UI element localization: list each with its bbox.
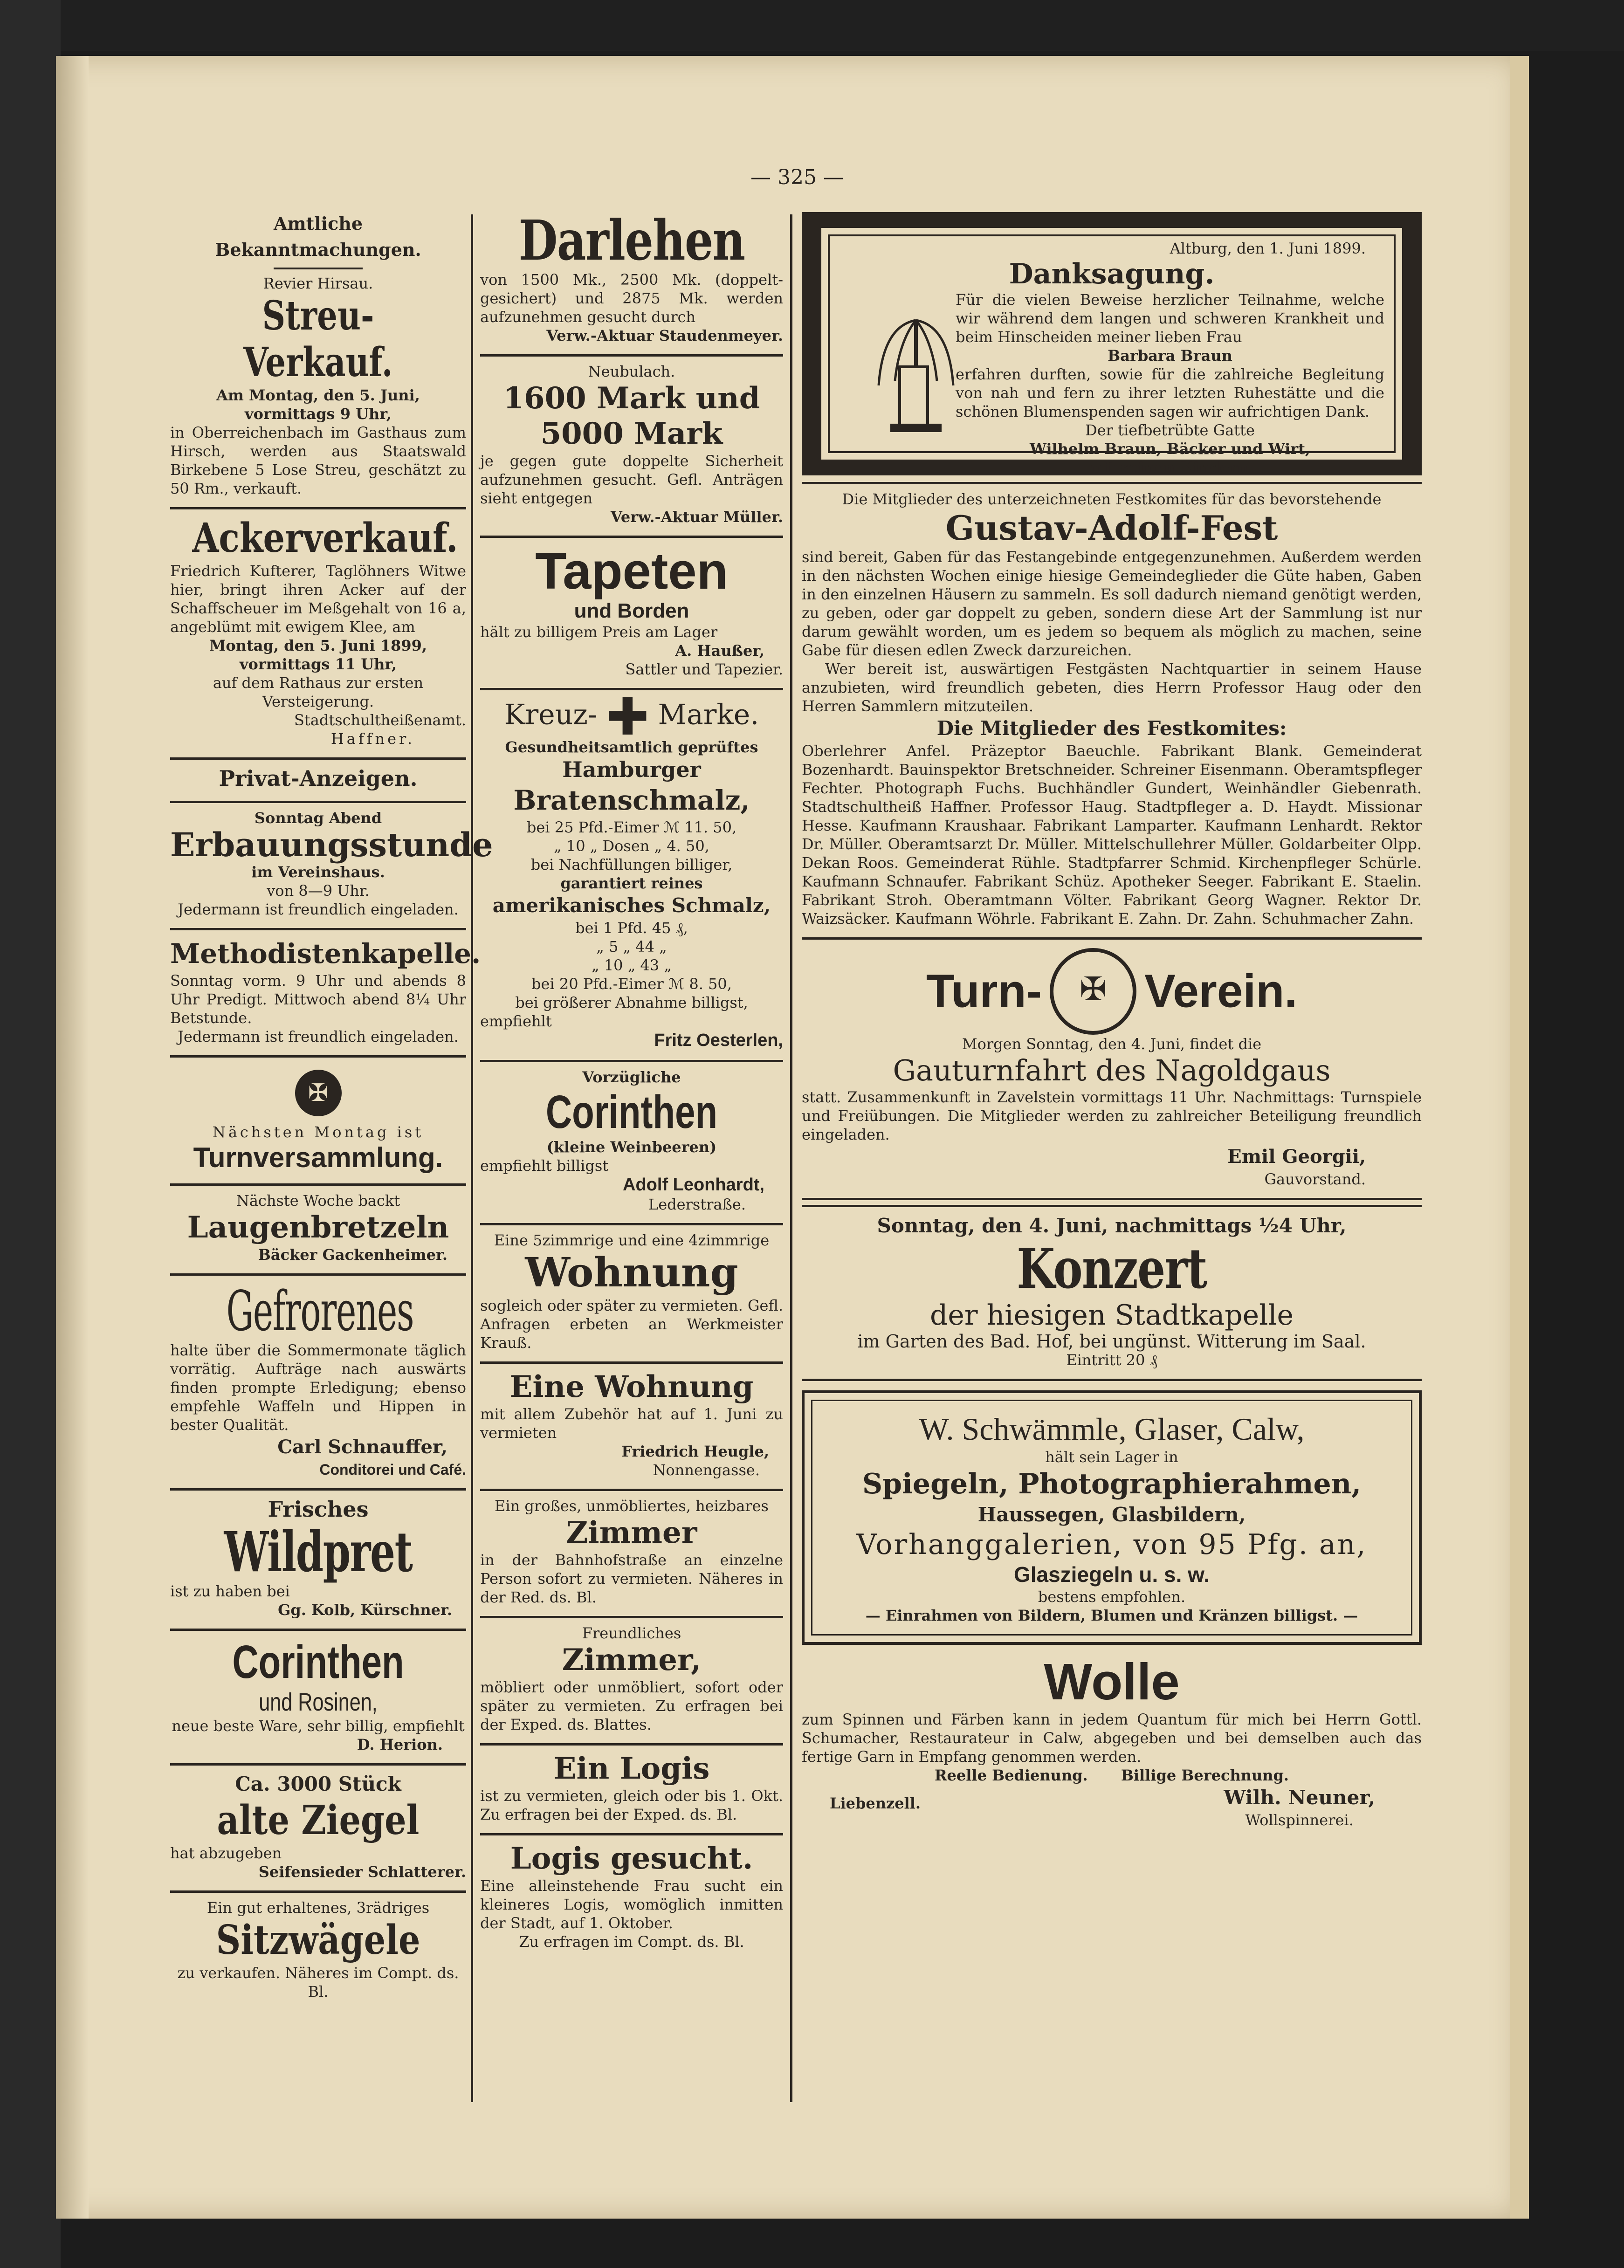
fest-body2: Wer bereit ist, auswärtigen Festgästen Nachtquartier in seinem Hause anzubieten, wird freundlich gebeten, dies Herrn Professor Haug oder den Herren Sammlern mitzuteilen. [802, 660, 1422, 715]
schwaemmle-line4: Vorhanggalerien, von 95 Pfg. an, [856, 1528, 1367, 1561]
logis2-line: Zu erfragen im Compt. ds. Bl. [519, 1933, 744, 1951]
danksagung-line: Der tiefbetrübte Gatte [1085, 421, 1255, 439]
sitzwaegele-title: Sitzwägele [216, 1917, 420, 1964]
wildpret-title: Wildpret [224, 1519, 413, 1584]
wolle-sign1: Wilh. Neuner, [1224, 1786, 1375, 1809]
danksagung-name: Barbara Braun [1108, 347, 1232, 364]
methodisten-ad [170, 930, 481, 1058]
sitzwaegele-ad [170, 1893, 466, 2007]
turnverein-verein: Verein. [1144, 965, 1298, 1017]
wohnung2-ad [480, 1364, 783, 1491]
methodisten-body: Sonntag vorm. 9 Uhr und abends 8 Uhr Predigt. Mittwoch abend 8¼ Uhr Betstunde. [170, 972, 466, 1027]
konzert-line1: Sonntag, den 4. Juni, nachmittags ½4 Uhr, [877, 1214, 1347, 1237]
column-rule [471, 214, 473, 2102]
konzert-title: Konzert [1017, 1236, 1207, 1301]
erbauung-invite: Jedermann ist freundlich eingeladen. [178, 900, 459, 918]
darlehen-ad [480, 205, 783, 357]
acker-sign: Haffner. [330, 730, 415, 748]
section-header: Amtliche Bekanntmachungen. [215, 213, 421, 260]
danksagung-body2: erfahren durften, sowie für die zahlreiche Begleitung von nah und fern zu ihrer letzten Ruhestätte und die schönen Blumenspenden sagen wir aufrichtigen Dank. [956, 365, 1384, 420]
methodisten-title: Methodistenkapelle. [170, 938, 481, 969]
wildpret-line: Frisches [268, 1497, 369, 1522]
schmalz-line5: bei größerer Abnahme billigst, [515, 994, 748, 1011]
fest-body1: sind bereit, Gaben für das Festangebinde entgegenzunehmen. Außerdem werden in den nächsten Wochen einige hiesige Gemeindeglieder die Güte haben, Gaben in den einzelnen Häusern zu sammeln. Es soll dadurch niemand genötigt werden, zu geben, oder gar doppelt zu geben, sondern diese Art der Sammlung ist nur darum gewählt worden, um es jedem so bequem als möglich zu machen, seine Gabe für diesen edlen Zweck darzureichen. [802, 548, 1422, 659]
wohnung1-ad [480, 1225, 783, 1364]
wolle-signature [1224, 1785, 1375, 1829]
logis2-body: Eine alleinstehende Frau sucht ein kleineres Logis, womöglich inmitten der Stadt, auf 1. Oktober. [480, 1877, 783, 1932]
tapeten-title: Tapeten [535, 543, 728, 600]
logis2-title: Logis gesucht. [510, 1841, 753, 1876]
fest-members-title: Die Mitglieder des Festkomites: [936, 717, 1287, 740]
turnversammlung-ad [170, 1058, 466, 1186]
page-edge [1510, 56, 1529, 2219]
konzert-line2: der hiesigen Stadtkapelle [929, 1299, 1294, 1332]
privat-header-block [170, 760, 466, 803]
streu-time: vormittags 9 Uhr, [245, 405, 392, 423]
schwaemmle-line6: bestens empfohlen. [1038, 1588, 1186, 1606]
streu-date: Am Montag, den 5. Juni, [216, 386, 420, 404]
wolle-title: Wolle [1044, 1653, 1180, 1711]
ziegel-ad [170, 1766, 466, 1893]
gefrorenes-ad [170, 1276, 466, 1491]
tapeten-body: hält zu billigem Preis am Lager [480, 623, 718, 641]
page-number: — 325 — [750, 165, 844, 189]
schmalz-line6: empfiehlt [480, 1012, 552, 1030]
ziegel-line2: hat abzugeben [170, 1844, 282, 1862]
schmalz-sign: Fritz Oesterlen, [654, 1031, 783, 1050]
logis1-ad [480, 1746, 783, 1835]
tapeten-line: und Borden [574, 599, 689, 622]
tapeten-ad [480, 538, 783, 690]
wohnung2-sign1: Friedrich Heugle, [621, 1443, 769, 1460]
mark-title1: 1600 Mark und [503, 381, 760, 416]
zimmer1-line: Ein großes, unmöbliertes, heizbares [495, 1497, 769, 1515]
turnvers-title: Turnversammlung. [193, 1142, 443, 1173]
brezeln-title: Laugenbretzeln [187, 1210, 449, 1245]
ziegel-sign: Seifensieder Schlatterer. [258, 1863, 466, 1881]
danksagung-title: Danksagung. [1009, 258, 1215, 290]
corinthen-left-body: neue beste Ware, sehr billig, empfiehlt [172, 1717, 465, 1735]
scan-background [0, 0, 1624, 51]
fest-members: Oberlehrer Anfel. Präzeptor Baeuchle. Fabrikant Blank. Gemeinderat Bozenhardt. Bauinspektor Bretschneider. Schreiner Eisenmann. Oberamtspfleger Fechter. Photograph Fuchs. Buchhändler Gundert, Weinhändler Giebenrath. Stadtschultheiß Haffner. Professor Haug. Stadtpfleger a. D. Haydt. Missionar Hesse. Kaufmann Kraushaar. Fabrikant Lamparter. Kaufmann Lenhardt. Rektor Dr. Müller. Oberamtsarzt Dr. Müller. Mittelschullehrer Müller. Goldarbeiter Olpp. Dekan Roos. Gemeinderat Rühle. Stadtpfarrer Schmid. Kirchenpfleger Schürle. Kaufmann Schnaufer. Fabrikant Schüz. Apotheker Seeger. Fabrikant E. Staelin. Fabrikant Stroh. Oberamtmann Völter. Fabrikant Georg Wagner. Rektor Dr. Waizsäcker. Kaufmann Wöhrle. Fabrikant E. Zahn. Dr. Zahn. Schuhmacher Zahn. [802, 742, 1422, 928]
corinthen-left-line: und Rosinen, [259, 1688, 378, 1716]
acker-body: Friedrich Kufterer, Taglöhners Witwe hier, bringt ihren Acker auf der Schaffscheuer im Meßgehalt von 16 a, angeblümt mit ewigem Klee, am [170, 562, 466, 636]
zimmer2-body: möbliert oder unmöbliert, sofort oder später zu vermieten. Zu erfragen bei der Exped. ds. Blattes. [480, 1678, 783, 1733]
scan-background-left [0, 0, 61, 2268]
schwaemmle-line5: Glasziegeln u. s. w. [1013, 1562, 1210, 1587]
schwaemmle-line3: Haussegen, Glasbildern, [977, 1503, 1246, 1526]
mark-title2: 5000 Mark [540, 416, 723, 451]
turnverein-turn: Turn- [926, 965, 1042, 1017]
kreuz-label: Kreuz- [504, 698, 598, 731]
darlehen-title: Darlehen [518, 208, 745, 273]
turnvers-line: Nächsten Montag ist [212, 1123, 424, 1141]
acker-body2: auf dem Rathaus zur ersten Versteigerung. [213, 674, 424, 710]
schwaemmle-line7: — Einrahmen von Bildern, Blumen und Kränzen billigst. — [865, 1607, 1358, 1624]
erbauung-ad [170, 803, 493, 930]
acker-ad [170, 509, 466, 760]
schmalz-title: Bratenschmalz, [513, 784, 750, 816]
corinthen-mid-title: Corinthen [545, 1086, 718, 1138]
danksagung-sign2: mit seinen Kindern. [1087, 459, 1253, 476]
erbauung-line1: Sonntag Abend [254, 809, 382, 827]
turner-emblem-icon: ✠ [295, 1070, 342, 1116]
erbauung-time: von 8—9 Uhr. [267, 882, 370, 900]
brezeln-ad [170, 1186, 466, 1276]
wohnung2-body: mit allem Zubehör hat auf 1. Juni zu vermieten [480, 1405, 783, 1442]
schmalz-price5: „ 10 „ 43 „ [592, 956, 672, 974]
schmalz-price1: bei 25 Pfd.-Eimer ℳ 11. 50, [526, 818, 737, 836]
brezeln-sign: Bäcker Gackenheimer. [258, 1246, 447, 1264]
turnverein-heading [802, 948, 1422, 1035]
wohnung1-line: Eine 5zimmrige und eine 4zimmrige [494, 1231, 770, 1249]
corinthen-mid-ad [480, 1062, 783, 1225]
streu-title: Streu-Verkauf. [243, 292, 393, 386]
erbauung-title: Erbauungsstunde [170, 825, 493, 864]
wolle-ad [802, 1645, 1422, 1839]
zimmer1-ad [480, 1491, 783, 1618]
corinthen-mid-sign1: Adolf Leonhardt, [623, 1175, 764, 1195]
konzert-ad [802, 1205, 1422, 1381]
mark-sign: Verw.-Aktuar Müller. [610, 508, 783, 526]
zimmer1-title: Zimmer [566, 1515, 697, 1550]
schmalz-line3: bei Nachfüllungen billiger, [530, 856, 733, 873]
zimmer1-body: in der Bahnhofstraße an einzelne Person sofort zu vermieten. Näheres in der Red. ds. Bl. [480, 1551, 783, 1606]
schwaemmle-ad [802, 1390, 1422, 1645]
wolle-line1: Reelle Bedienung. [934, 1766, 1088, 1784]
zimmer2-title: Zimmer, [562, 1643, 702, 1677]
wolle-place: Liebenzell. [830, 1794, 921, 1812]
schmalz-price3: bei 1 Pfd. 45 ₰, [575, 919, 688, 937]
wildpret-line2: ist zu haben bei [170, 1582, 290, 1600]
tapeten-sign2: Sattler und Tapezier. [625, 660, 783, 678]
schmalz-title2: amerikanisches Schmalz, [492, 894, 771, 917]
corinthen-left-title: Corinthen [232, 1636, 404, 1688]
schmalz-line2: Hamburger [562, 757, 701, 782]
divider [274, 268, 363, 269]
turnverein-line: Morgen Sonntag, den 4. Juni, findet die [962, 1035, 1262, 1053]
zimmer2-ad [480, 1618, 783, 1746]
column-rule [790, 214, 792, 2102]
wolle-sign2: Wollspinnerei. [1245, 1811, 1354, 1829]
tapeten-sign1: A. Haußer, [675, 642, 764, 660]
wildpret-ad [170, 1491, 466, 1631]
corinthen-mid-sign2: Lederstraße. [648, 1196, 746, 1213]
darlehen-body: von 1500 Mk., 2500 Mk. (doppelt-gesichert) und 2875 Mk. werden aufzunehmen gesucht durch [480, 271, 783, 326]
marke-label: Marke. [658, 698, 759, 731]
acker-office: Stadtschultheißenamt. [294, 711, 466, 729]
schmalz-price6: bei 20 Pfd.-Eimer ℳ 8. 50, [531, 975, 732, 993]
mark-place: Neubulach. [588, 363, 675, 380]
page-fold-shadow [56, 56, 89, 2219]
wohnung2-sign2: Nonnengasse. [653, 1461, 760, 1479]
turnverein-body: statt. Zusammenkunft in Zavelstein vormittags 11 Uhr. Nachmittags: Turnspiele und Freiübungen. Die Mitglieder werden zu zahlreicher Beteiligung freundlich eingeladen. [802, 1088, 1422, 1143]
gefrorenes-sign: Carl Schnauffer, [277, 1436, 447, 1458]
mark-body: je gegen gute doppelte Sicherheit aufzunehmen gesucht. Gefl. Anträgen sieht entgegen [480, 452, 783, 507]
zimmer2-line: Freundliches [582, 1624, 681, 1642]
turnverein-sign1: Emil Georgii, [1227, 1146, 1366, 1168]
methodisten-invite: Jedermann ist freundlich eingeladen. [178, 1028, 459, 1045]
konzert-line3: im Garten des Bad. Hof, bei ungünst. Witterung im Saal. [857, 1331, 1366, 1352]
erbauung-place: im Vereinshaus. [251, 863, 385, 881]
right-column [802, 212, 1422, 1839]
schmalz-price4: „ 5 „ 44 „ [596, 938, 667, 955]
left-column [170, 205, 493, 2007]
willow-grave-icon [872, 316, 960, 437]
schwaemmle-line1: hält sein Lager in [1045, 1448, 1178, 1466]
schwaemmle-line2: Spiegeln, Photographierahmen, [862, 1468, 1362, 1500]
fest-intro: Die Mitglieder des unterzeichneten Festkomites für das bevorstehende [842, 490, 1382, 508]
danksagung-text [956, 290, 1384, 477]
danksagung-body1: Für die vielen Beweise herzlicher Teilnahme, welche wir während dem langen und schweren Krankheit und beim Hinscheiden meiner lieben Frau [956, 291, 1384, 346]
corinthen-mid-line2: (kleine Weinbeeren) [546, 1138, 717, 1156]
schwaemmle-title: W. Schwämmle, Glaser, Calw, [919, 1411, 1305, 1447]
schmalz-price2: „ 10 „ Dosen „ 4. 50, [554, 837, 709, 855]
danksagung-sign1: Wilhelm Braun, Bäcker und Wirt, [1029, 440, 1311, 458]
wildpret-sign: Gg. Kolb, Kürschner. [278, 1601, 452, 1619]
corinthen-mid-line1: Vorzügliche [582, 1068, 681, 1086]
middle-column [480, 205, 783, 1957]
wolle-body: zum Spinnen und Färben kann in jedem Quantum für mich bei Herrn Gottl. Schumacher, Restaurateur in Calw, abgegeben und bei demselben auch das fertige Garn in Empfang genommen werden. [802, 1711, 1422, 1766]
privat-header: Privat-Anzeigen. [219, 766, 418, 791]
acker-date: Montag, den 5. Juni 1899, [209, 637, 427, 654]
schwaemmle-frame [811, 1400, 1412, 1636]
schmalz-ad [480, 687, 783, 1062]
turnverein-ad [802, 940, 1422, 1200]
acker-time: vormittags 11 Uhr, [239, 655, 397, 673]
wohnung1-title: Wohnung [525, 1249, 738, 1296]
corinthen-left-ad [170, 1631, 466, 1766]
turner-cross-icon: ✠ [1050, 948, 1136, 1035]
logis2-ad [480, 1835, 783, 1957]
gustav-adolf-fest-ad [802, 482, 1422, 940]
turnverein-sign2: Gauvorstand. [1264, 1170, 1366, 1188]
ziegel-line: Ca. 3000 Stück [235, 1773, 401, 1795]
schmalz-line4: garantiert reines [560, 874, 703, 892]
official-notices [170, 205, 466, 509]
wohnung1-body: sogleich oder später zu vermieten. Gefl. Anfragen erbeten an Werkmeister Krauß. [480, 1297, 783, 1352]
logis1-body: ist zu vermieten, gleich oder bis 1. Okt. Zu erfragen bei der Exped. ds. Bl. [480, 1787, 783, 1823]
sitzwaegele-body: zu verkaufen. Näheres im Compt. ds. Bl. [177, 1964, 459, 2000]
danksagung-place: Altburg, den 1. Juni 1899. [1170, 240, 1366, 257]
schmalz-line1: Gesundheitsamtlich geprüftes [505, 738, 758, 756]
darlehen-sign: Verw.-Aktuar Staudenmeyer. [546, 327, 783, 344]
wolle-terms [802, 1766, 1422, 1785]
wolle-line2: Billige Berechnung. [1121, 1766, 1289, 1784]
streu-place: Revier Hirsau. [263, 275, 373, 292]
gefrorenes-body: halte über die Sommermonate täglich vorrätig. Aufträge nach auswärts finden prompte Erledigung; ebenso empfehle Waffeln und Hippen in bester Qualität. [170, 1341, 466, 1434]
wolle-footer [802, 1785, 1422, 1829]
wohnung2-title: Eine Wohnung [509, 1369, 754, 1404]
corinthen-left-sign: D. Herion. [357, 1736, 443, 1753]
danksagung-frame [828, 234, 1396, 476]
fest-title: Gustav-Adolf-Fest [945, 508, 1278, 548]
ziegel-title: alte Ziegel [217, 1797, 420, 1844]
corinthen-mid-line3: empfiehlt billigst [480, 1157, 609, 1175]
sitzwaegele-line: Ein gut erhaltenes, 3rädriges [206, 1899, 430, 1917]
danksagung-ad [802, 212, 1422, 475]
gefrorenes-sign2: Conditorei und Café. [319, 1461, 466, 1478]
logis1-title: Ein Logis [553, 1751, 710, 1786]
acker-title: Ackerverkauf. [192, 515, 458, 562]
brezeln-line: Nächste Woche backt [236, 1192, 400, 1210]
konzert-line4: Eintritt 20 ₰ [1066, 1351, 1157, 1369]
streu-body: in Oberreichenbach im Gasthaus zum Hirsch, werden aus Staatswald Birkebene 5 Lose Streu, geschätzt zu 50 Rm., verkauft. [170, 424, 466, 497]
cross-icon: ✚ [606, 687, 649, 747]
mark-ad [480, 357, 783, 538]
turnverein-title: Gauturnfahrt des Nagoldgaus [893, 1053, 1331, 1087]
gefrorenes-title: Gefrorenes [226, 1279, 414, 1343]
